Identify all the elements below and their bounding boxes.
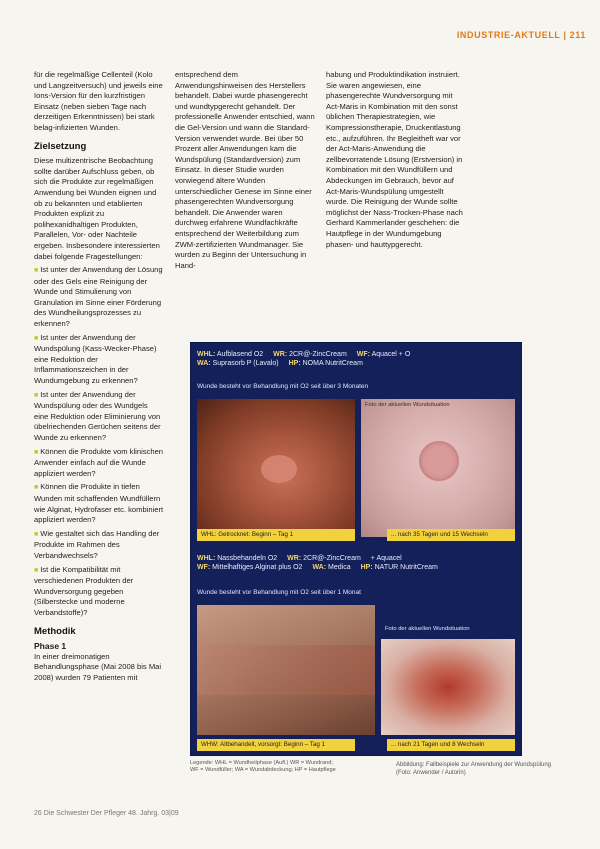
column3-paragraph: habung und Produktindikation instruiert. Sie waren angewiesen, eine phasengerechte Wundversorgung mit Act-Maris in Kombination mit den sonst üblichen Therapiestrategien, wie Kompressionstherapie, Druckentlastung etc., aufzuführen. Ihr Begleitheft war vor der Act-Maris-Anwendung die zellbevorratende Lösung (Erstversion) in Kombination mit den Wundfüllern und Abdeckungen im Gebrauch, bevor auf Act-Maris-Wundspülung umgestellt wurde. Die Reinigung der Wunde sollte möglichst der Nass-Trocken-Phase nach Gerhard Kammerlander geschehen: die Hautpflege in der Wundumgebung phasen- und hauttypgerecht.: [326, 70, 463, 249]
page-footer: 26 Die Schwester Der Pfleger 48. Jahrg. 03|09: [34, 810, 179, 817]
text-column-3: [326, 70, 466, 253]
photo-label: Foto der aktuellen Wundsituation: [365, 402, 450, 408]
legend-tag: WR:: [273, 351, 288, 358]
photo-caption: ... nach 21 Tagen und 8 Wechseln: [387, 739, 515, 751]
question-bullet: ■ Ist die Kompatibilität mit verschiedenen Produkten der Wundversorgung gegeben (Silberstecke und moderne Verbandstoffe)?: [34, 565, 164, 619]
legend-value: Aquacel + O: [371, 351, 411, 358]
legend-value: 2CR@-ZincCream: [303, 555, 361, 562]
legend-value: NOMA NutritCream: [302, 360, 363, 367]
legend-value: 2CR@-ZincCream: [289, 351, 347, 358]
wound-photo-after: [361, 399, 515, 537]
legend-tag: WA:: [197, 360, 211, 367]
wound-photo-before: [197, 605, 375, 735]
text-column-2: [175, 70, 315, 274]
wound-photo-after: [381, 626, 515, 735]
legend-tag: HP:: [288, 360, 301, 367]
intro-paragraph: für die regelmäßige Cellenteil (Kolo und Langzeitversuch) und jeweils eine Ions-Version für den kurzfristigen Einsatz (neben sieben Tage nach derzeitigen Erkenntnissen) bei stark belag-infizierten Wunden.: [34, 70, 163, 132]
legend-tag: WF:: [356, 351, 370, 358]
legend-tag: WHL:: [197, 351, 216, 358]
question-bullet: ■ Wie gestaltet sich das Handling der Produkte im Rahmen des Verbandwechsels?: [34, 529, 164, 562]
legend-tag: HP:: [360, 564, 373, 571]
photo-caption: ... nach 35 Tagen und 15 Wechseln: [387, 529, 515, 541]
wound-area: [261, 455, 297, 483]
question-bullet: ■ Können die Produkte vom klinischen Anwender einfach auf die Wunde appliziert werden?: [34, 447, 164, 480]
case-study-figure: [190, 342, 522, 756]
column2-paragraph: entsprechend dem Anwendungshinweisen des Herstellers behandelt. Dabei wurde phasengerecht und wundtypgerecht gehandelt. Der professionelle Anwender entschied, wann die Gel-Version und wann die Standard-Version verwendet wurde. Bei über 50 Prozent aller Anwendungen kam die Wundspülung (Standardversion) zum Einsatz. In dieser Studie wurden vorwiegend ältere Wunden unterschiedlicher Genese im Sinne einer phasengerechten Wundversorgung behandelt. Die Anwender waren durchweg erfahrene Wundfachkräfte entsprechend der Weiterbildung zum ZWM-zertifizierten Wundmanager. Sie wurden zu Beginn der Untersuchung in Hand-: [175, 70, 315, 270]
running-head: INDUSTRIE-AKTUELL | 211: [456, 30, 586, 40]
method-heading: Methodik: [34, 625, 76, 637]
question-bullet: ■ Ist unter der Anwendung der Wundspülung (Kass-Wecker-Phase) eine Reduktion der Inflammationszeichen in der Wundumgebung zu erkennen?: [34, 333, 164, 387]
text-column-1: [34, 70, 164, 686]
question-bullet: ■ Können die Produkte in tiefen Wunden mit schaffenden Wundfüllern wie Alginat, Hydrofaser etc. kombiniert appliziert werden?: [34, 482, 164, 525]
figure-legend-notes: Legende: WHL = Wundheilphase (Aufl.) WR = Wundrand; WF = Wundfüller; WA = Wundabdeckung; HP = Hautpflege: [190, 760, 336, 773]
goal-heading: Zielsetzung: [34, 140, 87, 152]
goal-paragraph: Diese multizentrische Beobachtung sollte darüber Aufschluss geben, ob sich die Produkte zur regelmäßigen Anwendung bei Wunden eignen und ob zu bekannten und etablierten Produkten explizit zu polihexanidhaltigen Produkten, Parallelen, Vor- oder Nachteile ergeben. Insbesondere interessierten dabei folgende Fragestellungen:: [34, 156, 160, 261]
legend-value: + Aquacel: [370, 555, 402, 562]
legend-value: Medica: [328, 564, 351, 571]
legend-value: NATUR NutritCream: [374, 564, 438, 571]
legend-value: Suprasorb P (Lavalo): [212, 360, 279, 367]
photo-caption: WHW: Altbehandelt, vorsorgt: Beginn – Tag 1: [197, 739, 355, 751]
photo-caption: WHL: Getrocknet: Beginn – Tag 1: [197, 529, 355, 541]
question-bullet: ■ Ist unter der Anwendung der Lösung oder des Gels eine Reinigung der Wunde und Stimulierung von Granulation im Sinne einer Förderung des Wundheilungsprozesses zu erkennen?: [34, 265, 164, 330]
photo-label: Foto der aktuellen Wundsituation: [385, 626, 470, 632]
case1-legend: [197, 351, 515, 369]
legend-tag: WHL:: [197, 555, 216, 562]
legend-value: Nassbehandeln O2: [217, 555, 278, 562]
phase-heading: Phase 1: [34, 641, 67, 652]
case1-subhead: Wunde besteht vor Behandlung mit O2 seit über 3 Monaten: [197, 383, 369, 390]
case2-legend: [197, 555, 515, 573]
question-bullet: ■ Ist unter der Anwendung der Wundspülung oder des Wundgels eine Reduktion oder Eliminierung von übelriechenden Gerüchen seitens der Wunde zu erkennen?: [34, 390, 164, 444]
legend-tag: WR:: [287, 555, 302, 562]
legend-value: Aufblasend O2: [216, 351, 264, 358]
legend-tag: WF:: [197, 564, 211, 571]
wound-photo-before: [197, 399, 355, 537]
figure-source: Abbildung: Fallbeispiele zur Anwendung der Wundspülung (Foto: Anwender / Autorin): [396, 762, 551, 776]
phase-paragraph: In einer dreimonatigen Behandlungsphase (Mai 2008 bis Mai 2008) wurden 79 Patienten mit: [34, 651, 162, 682]
legend-value: Mittelhaftiges Alginat plus O2: [212, 564, 303, 571]
limb-shadow: [197, 645, 375, 695]
healed-area: [419, 441, 459, 481]
legend-tag: WA:: [312, 564, 327, 571]
case2-subhead: Wunde besteht vor Behandlung mit O2 seit über 1 Monat: [197, 589, 361, 596]
